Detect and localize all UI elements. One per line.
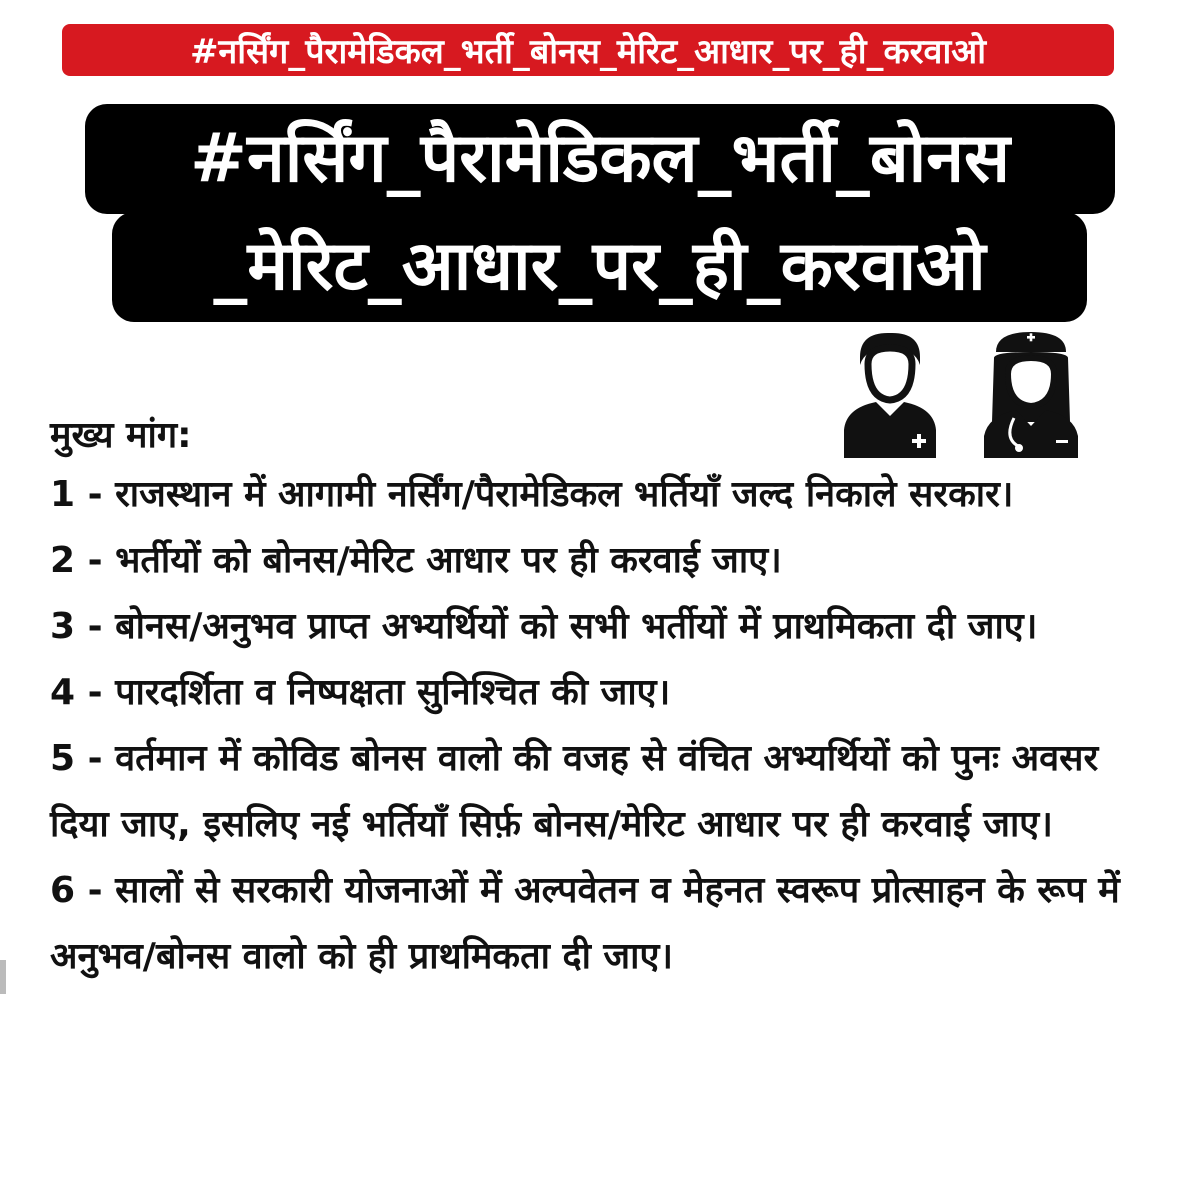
title-line-2: _मेरिट_आधार_पर_ही_करवाओ bbox=[112, 212, 1087, 322]
demand-item-6 bbox=[50, 858, 1150, 990]
demand-number: 4 bbox=[50, 672, 76, 713]
hashtag-banner-text: #नर्सिंग_पैरामेडिकल_भर्ती_बोनस_मेरिट_आधार_पर_ही_करवाओ bbox=[189, 32, 987, 72]
demand-number: 1 bbox=[50, 474, 76, 515]
hashtag-banner bbox=[62, 24, 1114, 76]
demand-text: राजस्थान में आगामी नर्सिंग/पैरामेडिकल भर्तियाँ जल्द निकाले सरकार। bbox=[115, 474, 1014, 515]
demand-text: सालों से सरकारी योजनाओं में अल्पवेतन व मेहनत स्वरूप प्रोत्साहन के रूप में अनुभव/बोनस वालो को ही प्राथमिकता दी जाए। bbox=[50, 870, 1120, 977]
demand-separator: - bbox=[75, 540, 116, 581]
demand-separator: - bbox=[75, 474, 116, 515]
demand-item-5 bbox=[50, 726, 1150, 858]
demand-text: पारदर्शिता व निष्पक्षता सुनिश्चित की जाए। bbox=[115, 672, 671, 713]
demand-text: बोनस/अनुभव प्राप्त अभ्यर्थियों को सभी भर्तीयों में प्राथमिकता दी जाए। bbox=[115, 606, 1038, 647]
demand-item-2 bbox=[50, 528, 1150, 594]
demand-separator: - bbox=[75, 870, 116, 911]
demand-separator: - bbox=[75, 672, 116, 713]
demand-number: 5 bbox=[50, 738, 76, 779]
demand-number: 2 bbox=[50, 540, 76, 581]
demand-text: भर्तीयों को बोनस/मेरिट आधार पर ही करवाई जाए। bbox=[115, 540, 782, 581]
page-edge-mark bbox=[0, 960, 6, 994]
demands-section bbox=[50, 410, 1150, 990]
demand-number: 3 bbox=[50, 606, 76, 647]
demands-heading: मुख्य मांग: bbox=[50, 415, 192, 456]
demand-item-3 bbox=[50, 594, 1150, 660]
demand-number: 6 bbox=[50, 870, 76, 911]
title-line-1: #नर्सिंग_पैरामेडिकल_भर्ती_बोनस bbox=[85, 104, 1115, 214]
demand-separator: - bbox=[75, 606, 116, 647]
demand-text: वर्तमान में कोविड बोनस वालो की वजह से वंचित अभ्यर्थियों को पुनः अवसर दिया जाए, इसलिए नई भर्तियाँ सिर्फ़ बोनस/मेरिट आधार पर ही करवाई जाए। bbox=[50, 738, 1099, 845]
demand-item-4 bbox=[50, 660, 1150, 726]
demand-item-1 bbox=[50, 462, 1150, 528]
demand-separator: - bbox=[75, 738, 116, 779]
